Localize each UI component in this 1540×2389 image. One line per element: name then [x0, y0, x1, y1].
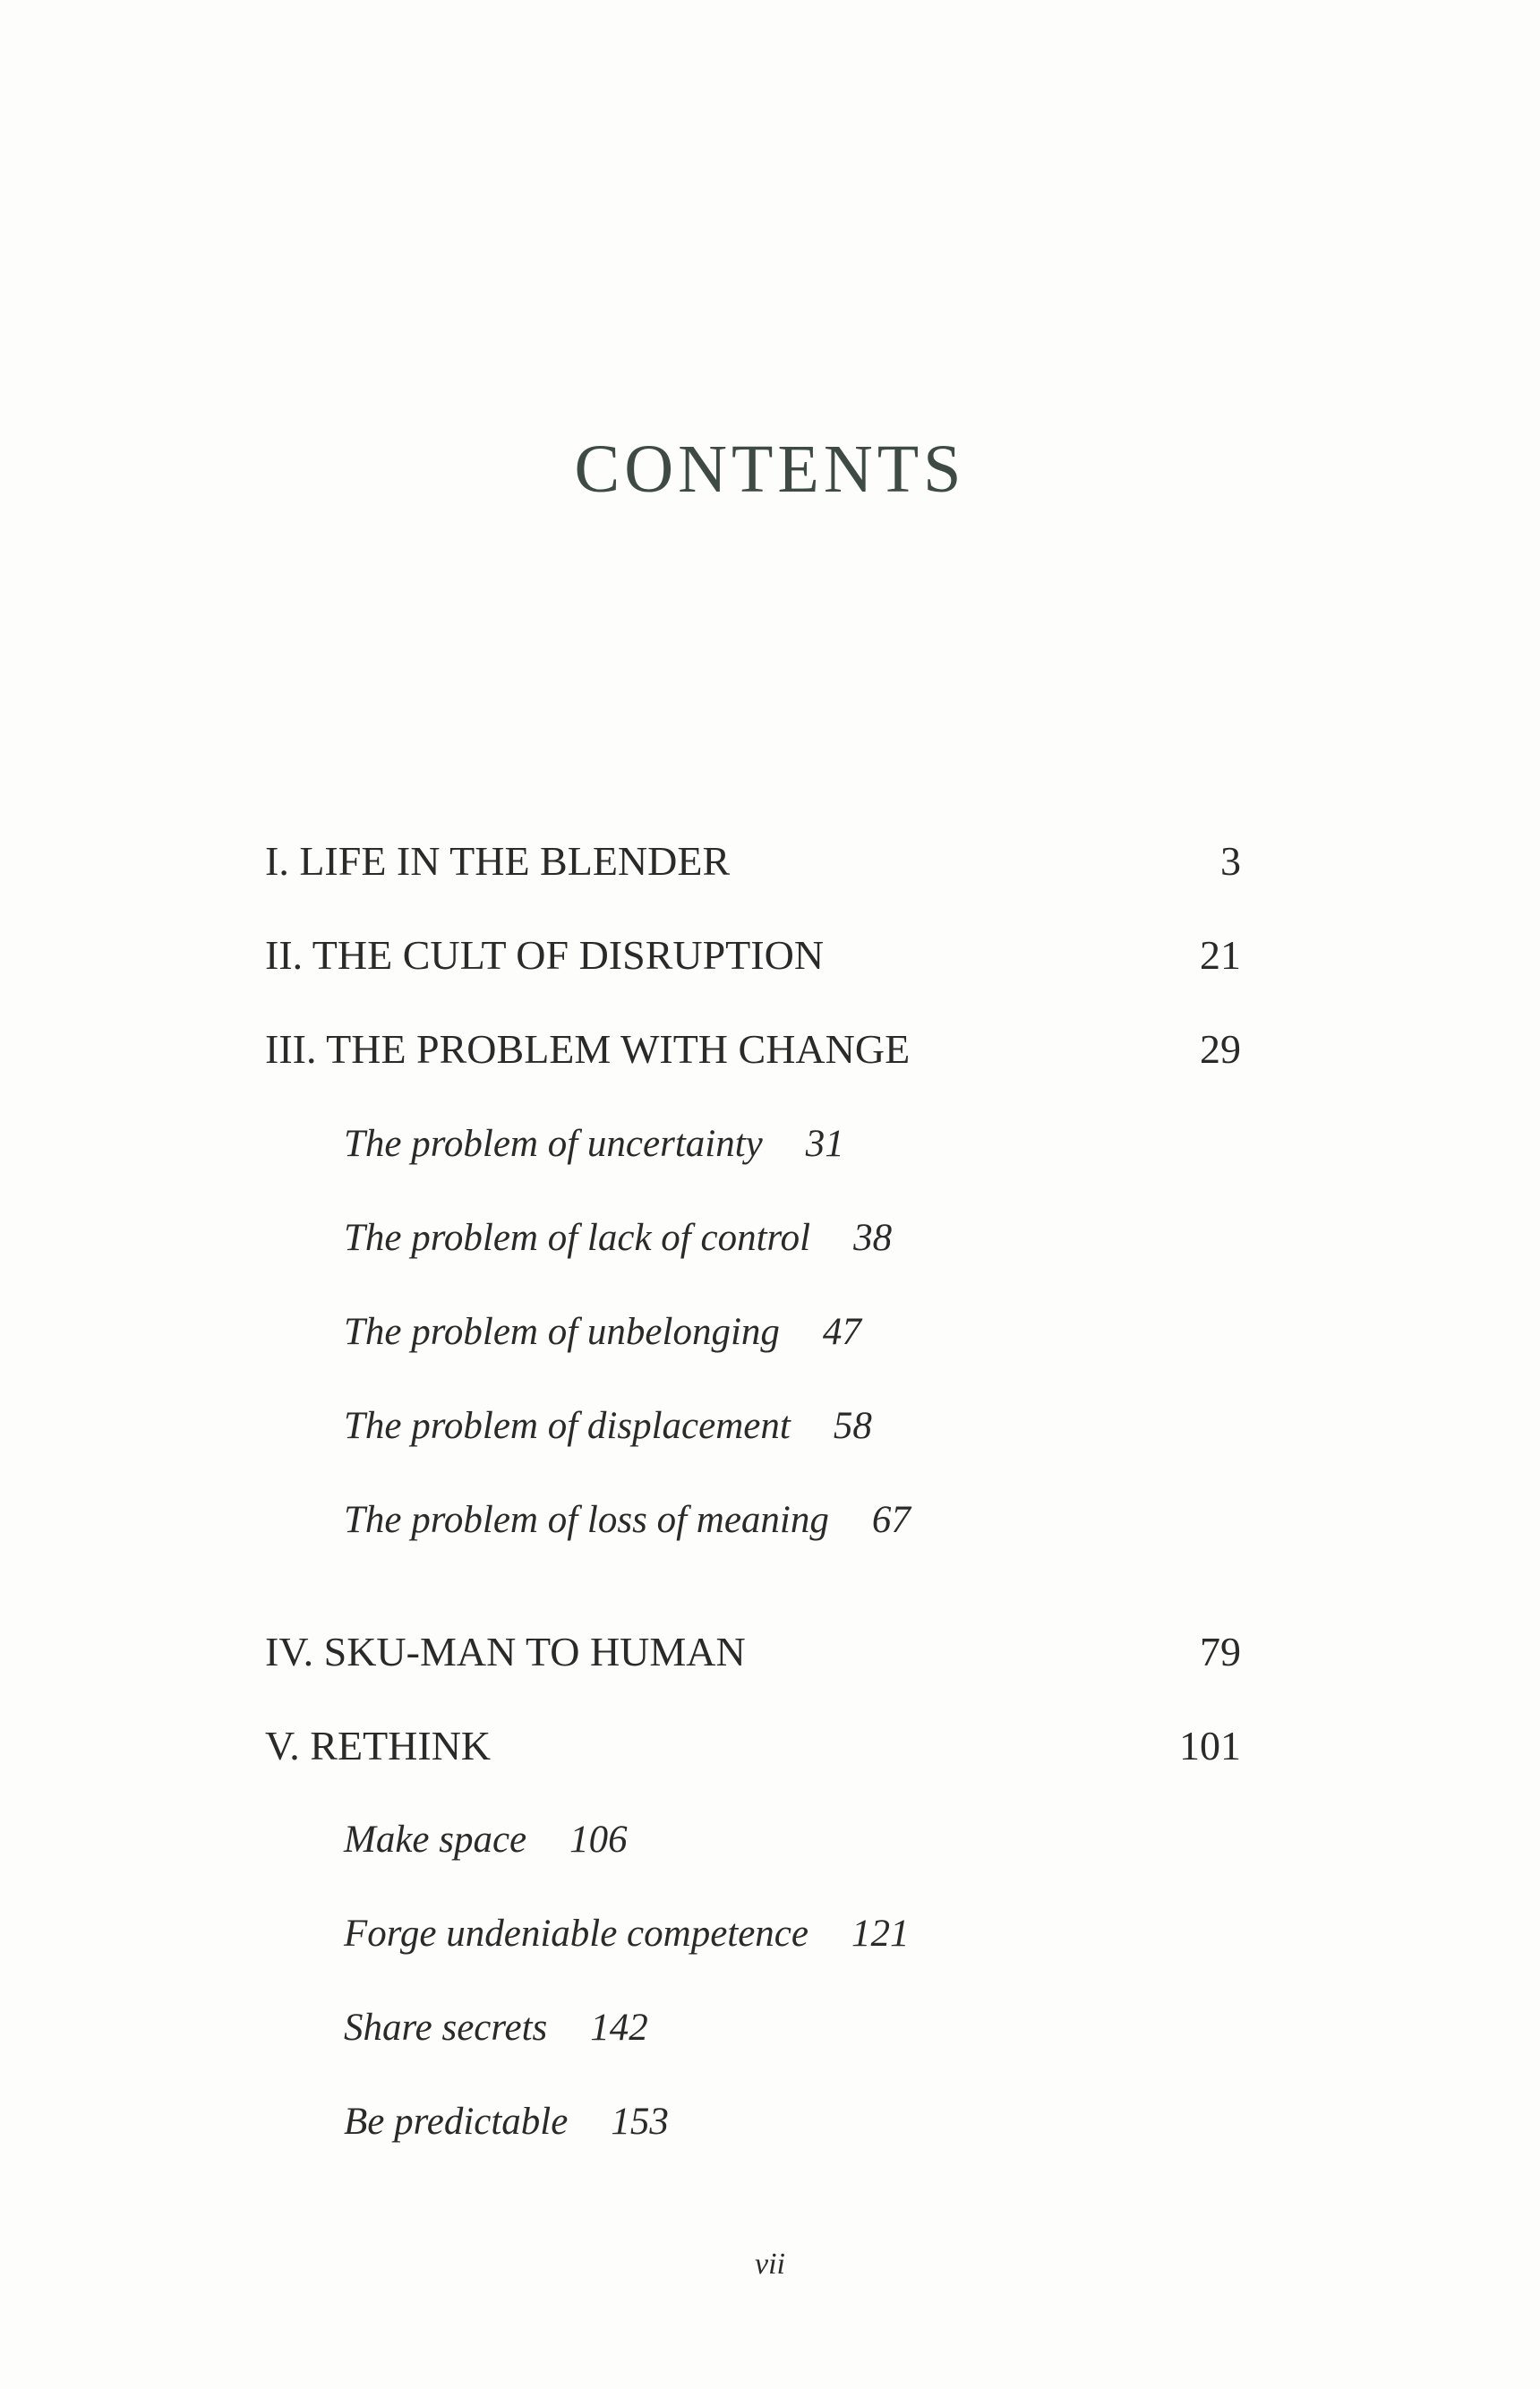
toc-chapter: [265, 929, 1241, 982]
toc-chapter-title: II. THE CULT OF DISRUPTION: [265, 932, 825, 978]
toc-section-title: The problem of unbelonging: [344, 1311, 780, 1353]
toc-section-title: Be predictable: [344, 2101, 569, 2143]
toc-page-number: 142: [590, 2007, 648, 2049]
toc-page-number: 153: [611, 2101, 669, 2143]
toc-section: [344, 1117, 844, 1171]
page-folio: vii: [755, 2248, 785, 2281]
toc-chapter: [265, 1023, 1241, 1076]
toc-section-title: Make space: [344, 1819, 527, 1861]
toc-page-number: 101: [1179, 1723, 1241, 1768]
toc-section: [344, 1907, 909, 1961]
toc-section-title: The problem of uncertainty: [344, 1123, 763, 1165]
toc-page-number: 121: [851, 1913, 910, 1955]
toc-chapter-title: IV. SKU-MAN TO HUMAN: [265, 1629, 746, 1674]
toc-page-number: 106: [569, 1819, 628, 1861]
toc-page-number: 58: [833, 1405, 872, 1447]
toc-section-title: The problem of displacement: [344, 1405, 791, 1447]
toc-page-number: 31: [805, 1123, 844, 1165]
toc-page-number: 79: [1200, 1629, 1241, 1674]
toc-page-number: 29: [1200, 1026, 1241, 1072]
toc-chapter: [265, 1625, 1241, 1679]
toc-section: [344, 1212, 892, 1265]
toc-section: [344, 2001, 648, 2055]
toc-section: [344, 1400, 872, 1453]
toc-section: [344, 2095, 669, 2149]
toc-chapter-title: III. THE PROBLEM WITH CHANGE: [265, 1026, 911, 1072]
toc-section-title: Forge undeniable competence: [344, 1913, 808, 1955]
toc-section: [344, 1494, 911, 1547]
toc-page-number: 67: [871, 1499, 911, 1541]
toc-page-number: 47: [822, 1311, 861, 1353]
toc-page-number: 38: [853, 1217, 893, 1259]
toc-chapter: [265, 835, 1241, 888]
toc-chapter-title: V. RETHINK: [265, 1723, 492, 1768]
toc-section-title: The problem of loss of meaning: [344, 1499, 829, 1541]
toc-page-number: 3: [1220, 838, 1241, 884]
toc-section: [344, 1306, 861, 1359]
contents-title: CONTENTS: [574, 431, 966, 507]
toc-page-number: 21: [1200, 932, 1241, 978]
toc-section: [344, 1813, 628, 1867]
toc-section-title: The problem of lack of control: [344, 1217, 811, 1259]
toc-chapter-title: I. LIFE IN THE BLENDER: [265, 838, 731, 884]
toc-section-title: Share secrets: [344, 2007, 548, 2049]
toc-chapter: [265, 1719, 1241, 1773]
